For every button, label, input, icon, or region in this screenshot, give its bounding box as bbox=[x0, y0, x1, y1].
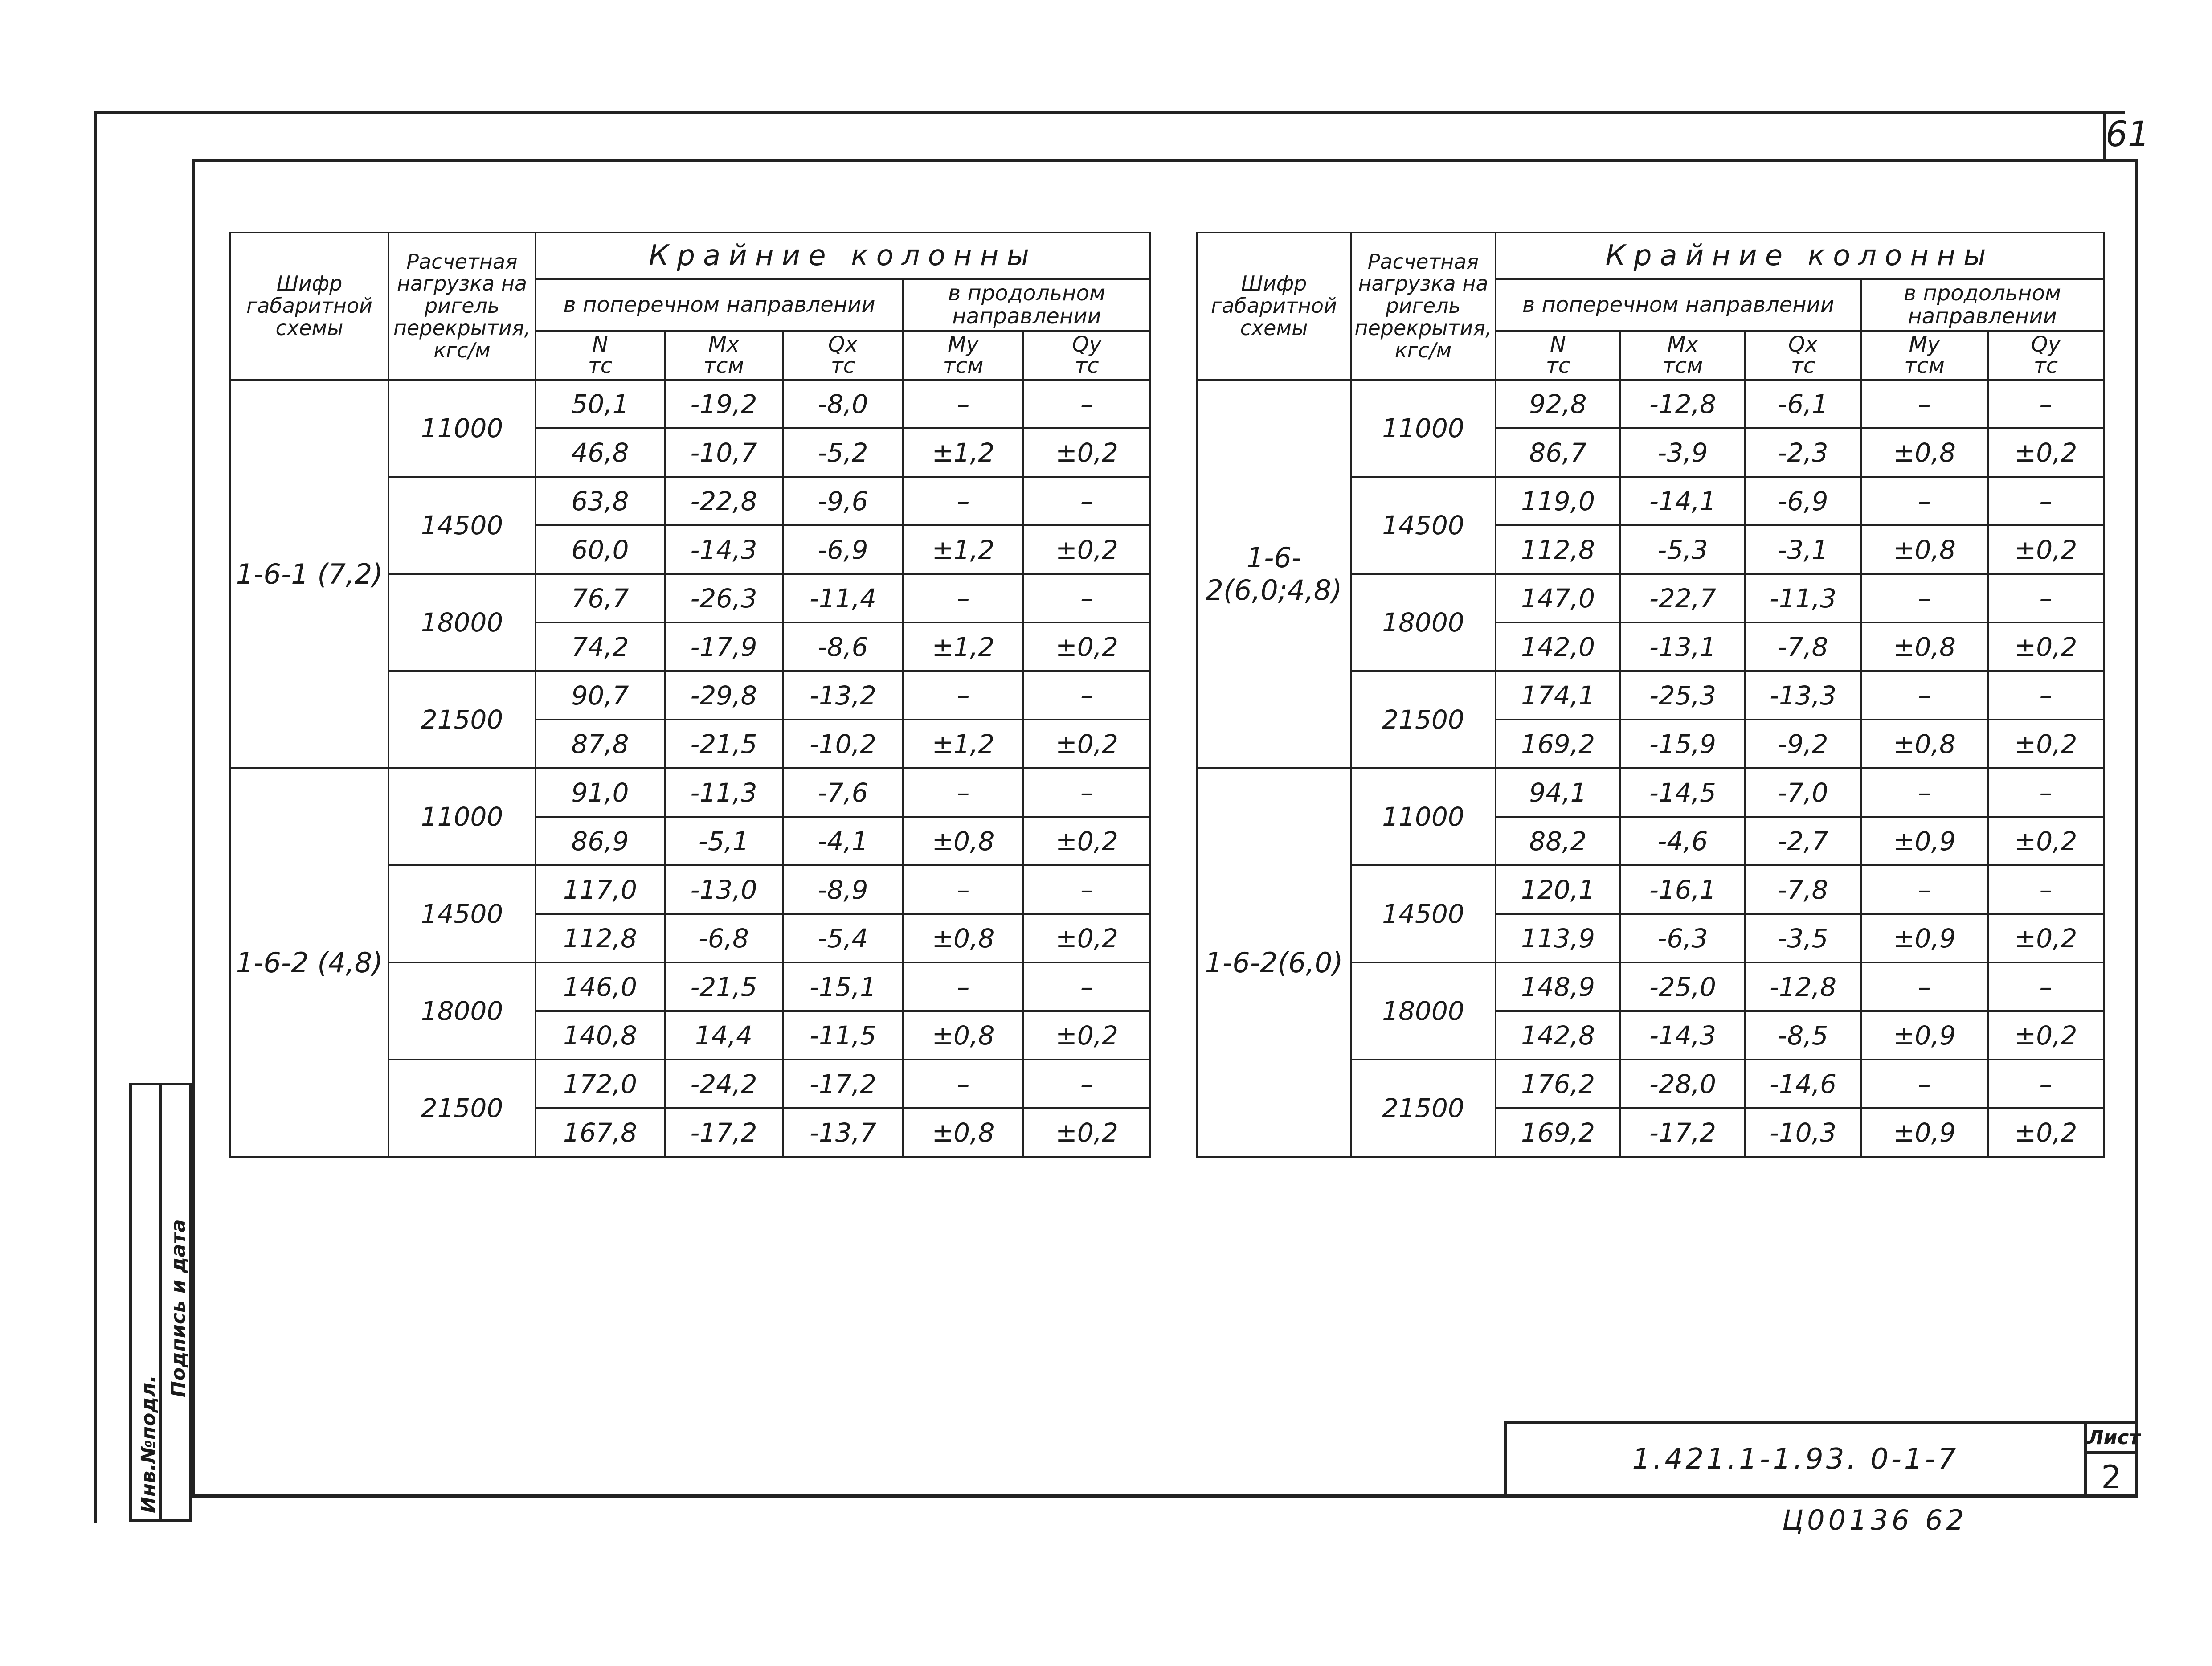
value-cell: -10,3 bbox=[1745, 1108, 1861, 1157]
value-cell: ±0,8 bbox=[903, 1108, 1023, 1157]
value-cell: 86,9 bbox=[536, 817, 665, 865]
side-label-sign: Подпись и дата bbox=[167, 1219, 190, 1397]
value-cell: 117,0 bbox=[536, 865, 665, 914]
col-symbol: Qy bbox=[2031, 332, 2061, 357]
col-unit: тсм bbox=[703, 353, 744, 378]
table-row bbox=[1197, 768, 2104, 817]
value-cell: – bbox=[903, 865, 1023, 914]
value-cell: ±0,2 bbox=[1988, 1011, 2104, 1060]
col-unit: тс bbox=[830, 353, 855, 378]
sheet-number-box bbox=[2087, 1421, 2138, 1497]
load-value: 18000 bbox=[388, 962, 536, 1060]
value-cell: -7,8 bbox=[1745, 865, 1861, 914]
side-col-sign bbox=[162, 1085, 189, 1519]
value-cell: -22,7 bbox=[1620, 574, 1745, 622]
header-transverse: в поперечном направлении bbox=[1496, 279, 1861, 331]
value-cell: ±0,2 bbox=[1023, 817, 1150, 865]
value-cell: -9,2 bbox=[1745, 720, 1861, 768]
value-cell: ±0,2 bbox=[1023, 1108, 1150, 1157]
table-row bbox=[230, 768, 1150, 817]
value-cell: – bbox=[903, 962, 1023, 1011]
value-cell: -13,7 bbox=[783, 1108, 903, 1157]
value-cell: 60,0 bbox=[536, 525, 665, 574]
header-col-1 bbox=[665, 331, 783, 380]
value-cell: -25,3 bbox=[1620, 671, 1745, 720]
col-unit: тс bbox=[1075, 353, 1099, 378]
load-value: 21500 bbox=[1351, 671, 1496, 768]
value-cell: – bbox=[1023, 380, 1150, 428]
value-cell: ±0,9 bbox=[1861, 914, 1988, 962]
col-symbol: My bbox=[1909, 332, 1940, 357]
value-cell: 76,7 bbox=[536, 574, 665, 622]
value-cell: -6,1 bbox=[1745, 380, 1861, 428]
header-longitudinal: в продольном направлении bbox=[903, 279, 1150, 331]
value-cell: -8,6 bbox=[783, 622, 903, 671]
value-cell: 140,8 bbox=[536, 1011, 665, 1060]
value-cell: 88,2 bbox=[1496, 817, 1620, 865]
header-outer-columns: Крайние колонны bbox=[1496, 233, 2104, 279]
header-col-0 bbox=[1496, 331, 1620, 380]
load-value: 18000 bbox=[1351, 962, 1496, 1060]
value-cell: – bbox=[1023, 768, 1150, 817]
value-cell: -24,2 bbox=[665, 1060, 783, 1108]
value-cell: -14,1 bbox=[1620, 477, 1745, 525]
value-cell: -13,0 bbox=[665, 865, 783, 914]
value-cell: – bbox=[1023, 574, 1150, 622]
value-cell: ±0,2 bbox=[1023, 720, 1150, 768]
value-cell: -13,2 bbox=[783, 671, 903, 720]
value-cell: -11,3 bbox=[1745, 574, 1861, 622]
value-cell: ±0,8 bbox=[1861, 525, 1988, 574]
value-cell: 86,7 bbox=[1496, 428, 1620, 477]
value-cell: – bbox=[903, 768, 1023, 817]
header-col-0 bbox=[536, 331, 665, 380]
value-cell: 174,1 bbox=[1496, 671, 1620, 720]
value-cell: – bbox=[1988, 380, 2104, 428]
value-cell: -3,1 bbox=[1745, 525, 1861, 574]
table-right bbox=[1196, 232, 2105, 1158]
value-cell: ±0,2 bbox=[1988, 525, 2104, 574]
load-value: 11000 bbox=[388, 768, 536, 865]
col-unit: тсм bbox=[1662, 353, 1703, 378]
col-symbol: Qy bbox=[1072, 332, 1102, 357]
header-design-load: Расчетная нагрузка на ригель перекрытия, кгс/м bbox=[388, 233, 536, 380]
value-cell: – bbox=[1861, 380, 1988, 428]
value-cell: -7,6 bbox=[783, 768, 903, 817]
value-cell: 92,8 bbox=[1496, 380, 1620, 428]
value-cell: – bbox=[1861, 671, 1988, 720]
load-value: 14500 bbox=[388, 865, 536, 962]
value-cell: ±1,2 bbox=[903, 428, 1023, 477]
value-cell: -6,8 bbox=[665, 914, 783, 962]
col-symbol: Mx bbox=[708, 332, 740, 357]
value-cell: -5,4 bbox=[783, 914, 903, 962]
header-col-2 bbox=[783, 331, 903, 380]
header-transverse: в поперечном направлении bbox=[536, 279, 903, 331]
value-cell: 112,8 bbox=[1496, 525, 1620, 574]
value-cell: 172,0 bbox=[536, 1060, 665, 1108]
header-col-3 bbox=[903, 331, 1023, 380]
value-cell: -12,8 bbox=[1745, 962, 1861, 1011]
value-cell: -13,1 bbox=[1620, 622, 1745, 671]
sheet-label: Лист bbox=[2087, 1424, 2135, 1454]
value-cell: ±0,9 bbox=[1861, 1108, 1988, 1157]
value-cell: -14,6 bbox=[1745, 1060, 1861, 1108]
value-cell: ±0,2 bbox=[1988, 1108, 2104, 1157]
value-cell: -22,8 bbox=[665, 477, 783, 525]
value-cell: – bbox=[1988, 768, 2104, 817]
value-cell: ±1,2 bbox=[903, 525, 1023, 574]
load-value: 21500 bbox=[388, 1060, 536, 1157]
value-cell: 148,9 bbox=[1496, 962, 1620, 1011]
header-col-4 bbox=[1023, 331, 1150, 380]
value-cell: – bbox=[903, 1060, 1023, 1108]
header-col-2 bbox=[1745, 331, 1861, 380]
value-cell: 142,8 bbox=[1496, 1011, 1620, 1060]
value-cell: 50,1 bbox=[536, 380, 665, 428]
value-cell: -11,5 bbox=[783, 1011, 903, 1060]
value-cell: – bbox=[903, 671, 1023, 720]
value-cell: -10,2 bbox=[783, 720, 903, 768]
value-cell: -5,1 bbox=[665, 817, 783, 865]
value-cell: -7,8 bbox=[1745, 622, 1861, 671]
value-cell: ±0,9 bbox=[1861, 817, 1988, 865]
value-cell: -4,6 bbox=[1620, 817, 1745, 865]
table-row bbox=[230, 380, 1150, 428]
value-cell: 120,1 bbox=[1496, 865, 1620, 914]
value-cell: 146,0 bbox=[536, 962, 665, 1011]
value-cell: – bbox=[1023, 962, 1150, 1011]
value-cell: ±0,8 bbox=[1861, 428, 1988, 477]
scheme-code: 1-6-2(6,0) bbox=[1197, 768, 1351, 1157]
value-cell: – bbox=[1861, 865, 1988, 914]
value-cell: -17,2 bbox=[665, 1108, 783, 1157]
table-left bbox=[229, 232, 1151, 1158]
value-cell: -21,5 bbox=[665, 720, 783, 768]
value-cell: -26,3 bbox=[665, 574, 783, 622]
value-cell: – bbox=[1023, 477, 1150, 525]
value-cell: -8,9 bbox=[783, 865, 903, 914]
header-design-load: Расчетная нагрузка на ригель перекрытия, кгс/м bbox=[1351, 233, 1496, 380]
value-cell: ±0,2 bbox=[1023, 622, 1150, 671]
value-cell: – bbox=[1023, 671, 1150, 720]
value-cell: 119,0 bbox=[1496, 477, 1620, 525]
header-col-4 bbox=[1988, 331, 2104, 380]
col-unit: тс bbox=[1791, 353, 1815, 378]
header-col-3 bbox=[1861, 331, 1988, 380]
value-cell: ±0,2 bbox=[1988, 720, 2104, 768]
value-cell: -2,3 bbox=[1745, 428, 1861, 477]
value-cell: ±0,8 bbox=[903, 914, 1023, 962]
value-cell: -14,3 bbox=[1620, 1011, 1745, 1060]
side-col-inv bbox=[132, 1085, 162, 1519]
value-cell: ±0,2 bbox=[1988, 428, 2104, 477]
value-cell: -15,9 bbox=[1620, 720, 1745, 768]
value-cell: -15,1 bbox=[783, 962, 903, 1011]
value-cell: -13,3 bbox=[1745, 671, 1861, 720]
value-cell: -11,3 bbox=[665, 768, 783, 817]
value-cell: -11,4 bbox=[783, 574, 903, 622]
value-cell: -19,2 bbox=[665, 380, 783, 428]
value-cell: 147,0 bbox=[1496, 574, 1620, 622]
value-cell: 169,2 bbox=[1496, 1108, 1620, 1157]
value-cell: -4,1 bbox=[783, 817, 903, 865]
value-cell: ±0,2 bbox=[1988, 622, 2104, 671]
value-cell: – bbox=[1861, 768, 1988, 817]
value-cell: 63,8 bbox=[536, 477, 665, 525]
value-cell: -3,5 bbox=[1745, 914, 1861, 962]
value-cell: 14,4 bbox=[665, 1011, 783, 1060]
header-outer-columns: Крайние колонны bbox=[536, 233, 1150, 279]
value-cell: – bbox=[1861, 962, 1988, 1011]
value-cell: -5,2 bbox=[783, 428, 903, 477]
value-cell: -6,3 bbox=[1620, 914, 1745, 962]
value-cell: -5,3 bbox=[1620, 525, 1745, 574]
col-unit: тс bbox=[588, 353, 613, 378]
side-label-inv: Инв.№подл. bbox=[137, 1375, 160, 1513]
value-cell: -6,9 bbox=[1745, 477, 1861, 525]
value-cell: 112,8 bbox=[536, 914, 665, 962]
value-cell: – bbox=[903, 477, 1023, 525]
value-cell: -8,5 bbox=[1745, 1011, 1861, 1060]
col-unit: тс bbox=[2033, 353, 2058, 378]
scheme-code: 1-6-1 (7,2) bbox=[230, 380, 388, 768]
col-unit: тсм bbox=[1904, 353, 1945, 378]
value-cell: 91,0 bbox=[536, 768, 665, 817]
value-cell: -2,7 bbox=[1745, 817, 1861, 865]
load-value: 21500 bbox=[388, 671, 536, 768]
archive-number: Ц00136 62 bbox=[1782, 1504, 1967, 1536]
value-cell: 94,1 bbox=[1496, 768, 1620, 817]
value-cell: -17,9 bbox=[665, 622, 783, 671]
value-cell: ±0,9 bbox=[1861, 1011, 1988, 1060]
value-cell: -14,5 bbox=[1620, 768, 1745, 817]
scheme-code: 1-6-2(6,0;4,8) bbox=[1197, 380, 1351, 768]
load-value: 18000 bbox=[1351, 574, 1496, 671]
value-cell: ±0,2 bbox=[1023, 1011, 1150, 1060]
value-cell: -8,0 bbox=[783, 380, 903, 428]
value-cell: 90,7 bbox=[536, 671, 665, 720]
value-cell: 46,8 bbox=[536, 428, 665, 477]
value-cell: – bbox=[1988, 574, 2104, 622]
value-cell: -7,0 bbox=[1745, 768, 1861, 817]
value-cell: -14,3 bbox=[665, 525, 783, 574]
sheet-number: 2 bbox=[2101, 1458, 2122, 1496]
load-value: 18000 bbox=[388, 574, 536, 671]
value-cell: ±0,2 bbox=[1023, 525, 1150, 574]
value-cell: ±0,8 bbox=[903, 817, 1023, 865]
load-value: 11000 bbox=[388, 380, 536, 477]
value-cell: – bbox=[1861, 574, 1988, 622]
value-cell: 167,8 bbox=[536, 1108, 665, 1157]
value-cell: -17,2 bbox=[783, 1060, 903, 1108]
load-value: 14500 bbox=[1351, 865, 1496, 962]
col-symbol: My bbox=[948, 332, 979, 357]
value-cell: – bbox=[903, 574, 1023, 622]
scheme-code: 1-6-2 (4,8) bbox=[230, 768, 388, 1157]
value-cell: 74,2 bbox=[536, 622, 665, 671]
value-cell: -17,2 bbox=[1620, 1108, 1745, 1157]
value-cell: ±0,8 bbox=[1861, 720, 1988, 768]
value-cell: -9,6 bbox=[783, 477, 903, 525]
load-value: 14500 bbox=[1351, 477, 1496, 574]
col-unit: тсм bbox=[943, 353, 984, 378]
value-cell: ±0,8 bbox=[1861, 622, 1988, 671]
value-cell: -29,8 bbox=[665, 671, 783, 720]
value-cell: ±0,2 bbox=[1988, 914, 2104, 962]
value-cell: – bbox=[1988, 477, 2104, 525]
value-cell: – bbox=[1988, 671, 2104, 720]
value-cell: 142,0 bbox=[1496, 622, 1620, 671]
title-block-code: 1.421.1-1.93. 0-1-7 bbox=[1504, 1421, 2087, 1497]
col-symbol: Qx bbox=[828, 332, 858, 357]
value-cell: ±0,2 bbox=[1023, 914, 1150, 962]
value-cell: – bbox=[1988, 962, 2104, 1011]
value-cell: -10,7 bbox=[665, 428, 783, 477]
value-cell: ±1,2 bbox=[903, 720, 1023, 768]
value-cell: – bbox=[1861, 477, 1988, 525]
value-cell: -16,1 bbox=[1620, 865, 1745, 914]
value-cell: – bbox=[1023, 1060, 1150, 1108]
value-cell: ±0,8 bbox=[903, 1011, 1023, 1060]
sheet-corner-number: 61 bbox=[2103, 111, 2146, 159]
header-shifr: Шифр габаритной схемы bbox=[230, 233, 388, 380]
value-cell: -25,0 bbox=[1620, 962, 1745, 1011]
value-cell: -21,5 bbox=[665, 962, 783, 1011]
col-symbol: N bbox=[592, 332, 608, 357]
value-cell: ±1,2 bbox=[903, 622, 1023, 671]
col-symbol: N bbox=[1550, 332, 1566, 357]
value-cell: – bbox=[1988, 1060, 2104, 1108]
value-cell: – bbox=[903, 380, 1023, 428]
col-symbol: Mx bbox=[1667, 332, 1698, 357]
header-shifr: Шифр габаритной схемы bbox=[1197, 233, 1351, 380]
col-unit: тс bbox=[1546, 353, 1570, 378]
side-title-strip bbox=[129, 1083, 192, 1522]
value-cell: 113,9 bbox=[1496, 914, 1620, 962]
value-cell: 176,2 bbox=[1496, 1060, 1620, 1108]
value-cell: – bbox=[1023, 865, 1150, 914]
load-value: 21500 bbox=[1351, 1060, 1496, 1157]
value-cell: -12,8 bbox=[1620, 380, 1745, 428]
value-cell: -6,9 bbox=[783, 525, 903, 574]
load-value: 14500 bbox=[388, 477, 536, 574]
value-cell: 87,8 bbox=[536, 720, 665, 768]
load-value: 11000 bbox=[1351, 380, 1496, 477]
value-cell: -3,9 bbox=[1620, 428, 1745, 477]
value-cell: – bbox=[1861, 1060, 1988, 1108]
value-cell: ±0,2 bbox=[1023, 428, 1150, 477]
col-symbol: Qx bbox=[1788, 332, 1818, 357]
value-cell: -28,0 bbox=[1620, 1060, 1745, 1108]
table-row bbox=[1197, 380, 2104, 428]
header-longitudinal: в продольном направлении bbox=[1861, 279, 2104, 331]
value-cell: 169,2 bbox=[1496, 720, 1620, 768]
header-col-1 bbox=[1620, 331, 1745, 380]
value-cell: – bbox=[1988, 865, 2104, 914]
load-value: 11000 bbox=[1351, 768, 1496, 865]
value-cell: ±0,2 bbox=[1988, 817, 2104, 865]
